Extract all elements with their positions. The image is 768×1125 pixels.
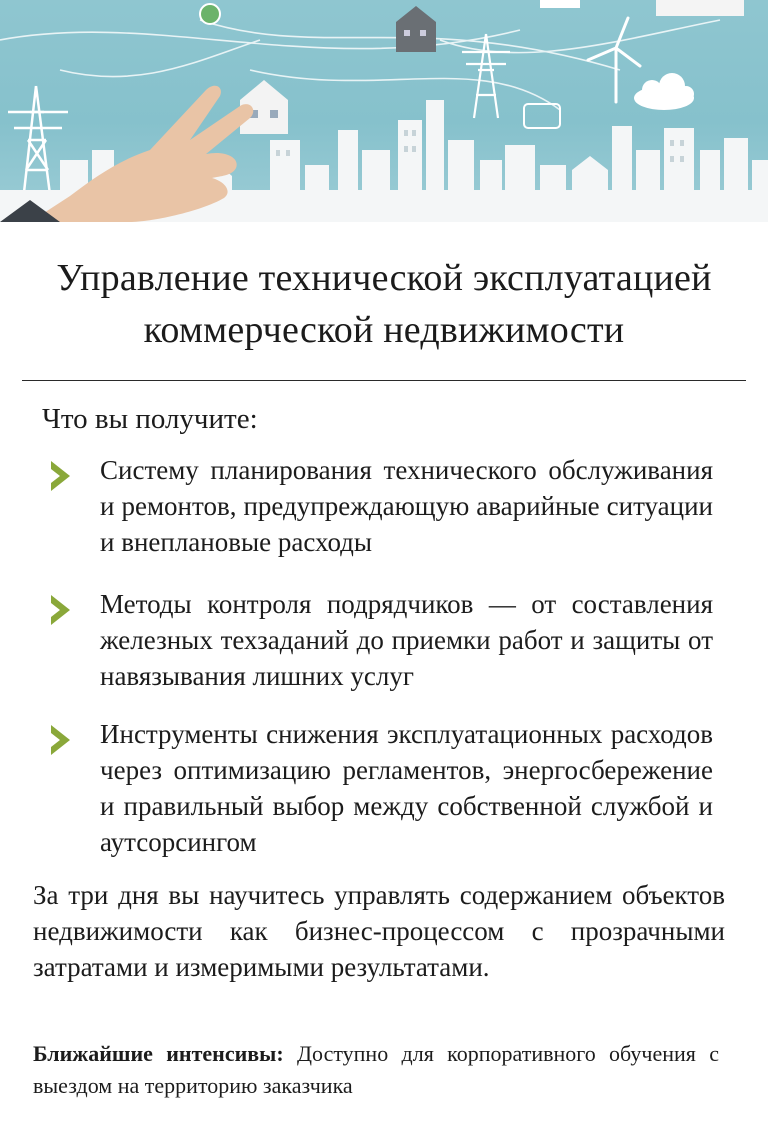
chevron-right-icon [48,458,74,494]
chevron-right-icon [48,592,74,628]
wind-turbine-icon [588,18,640,102]
list-item-text: Инструменты снижения эксплуатационных расходов через оптимизацию регламентов, энергосбережение и правильный выбор между собственной службой и аутсорсингом [100,719,713,857]
title-line-2: коммерческой недвижимости [143,309,625,351]
list-item-text: Систему планирования технического обслуживания и ремонтов, предупреждающую аварийные ситуации и внеплановые расходы [100,455,713,557]
list-item-text: Методы контроля подрядчиков — от составления железных техзаданий до приемки работ и защиты от навязывания лишних услуг [100,589,713,691]
page-title [0,252,768,356]
title-line-1: Управление технической эксплуатацией [56,257,712,299]
chevron-right-icon [48,722,74,758]
summary-paragraph: За три дня вы научитесь управлять содержанием объектов недвижимости как бизнес-процессом с прозрачными затратами и измеримыми результатами. [33,880,725,982]
footer-note [33,1038,719,1102]
divider [22,380,746,381]
benefits-heading: Что вы получите: [42,403,258,435]
hero-illustration [0,0,768,222]
cloud-icon [634,73,694,110]
footer-label: Ближайшие интенсивы: [33,1041,284,1066]
footer-text: Доступно для корпоративного обучения с выездом на территорию заказчика [33,1041,719,1098]
